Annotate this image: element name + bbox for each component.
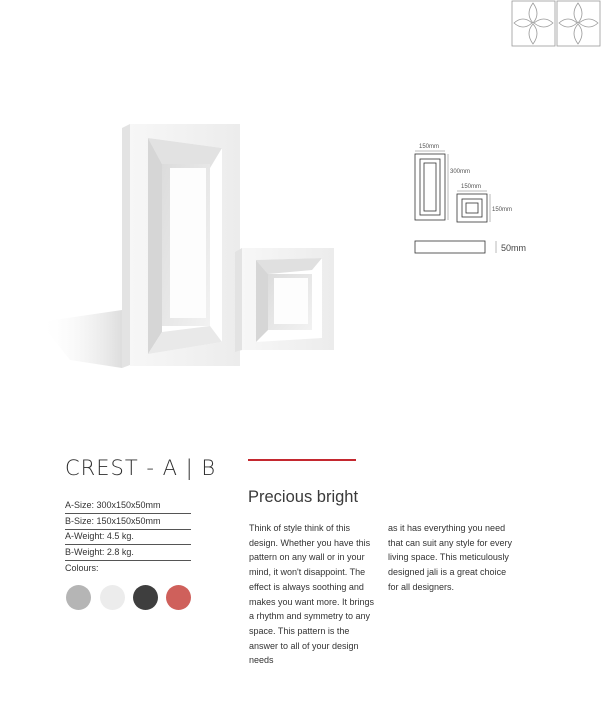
block-b-outline [457,194,487,222]
section-subtitle: Precious bright [248,488,359,506]
description-column-right: as it has everything you need that can suit any style for every living space. This meticulously designed jali is a great choice for all designers. [388,523,513,592]
depth-outline [415,241,485,253]
colour-swatch-dark-grey[interactable] [133,585,158,610]
colour-swatch-white[interactable] [100,585,125,610]
colour-swatch-grey[interactable] [66,585,91,610]
spec-b-size: B-Size: 150x150x50mm [65,514,191,530]
dimension-diagram [405,140,545,265]
product-photo [30,110,350,380]
dim-a-width: 150mm [419,144,440,150]
spec-a-size: A-Size: 300x150x50mm [65,498,191,514]
dim-b-width: 150mm [461,184,482,190]
dim-depth: 50mm [501,243,527,253]
brand-pattern-logo [511,0,601,47]
dim-a-height: 300mm [450,169,471,175]
accent-divider [248,459,356,461]
dim-b-height: 150mm [492,207,513,213]
colours-label: Colours: [65,563,99,573]
description-column-left: Think of style think of this design. Whether you have this pattern on any wall or in your mind, it won't disappoint. The effect is always soothing and makes you want more. It brings a rhythm and symmetry to any space. This pattern is the answer to all of your design needs [249,523,375,666]
spec-a-weight: A-Weight: 4.5 kg. [65,529,191,545]
block-a-outline [415,154,445,220]
product-title: CREST - A | B [65,456,217,480]
colour-swatch-red[interactable] [166,585,191,610]
spec-b-weight: B-Weight: 2.8 kg. [65,545,191,561]
